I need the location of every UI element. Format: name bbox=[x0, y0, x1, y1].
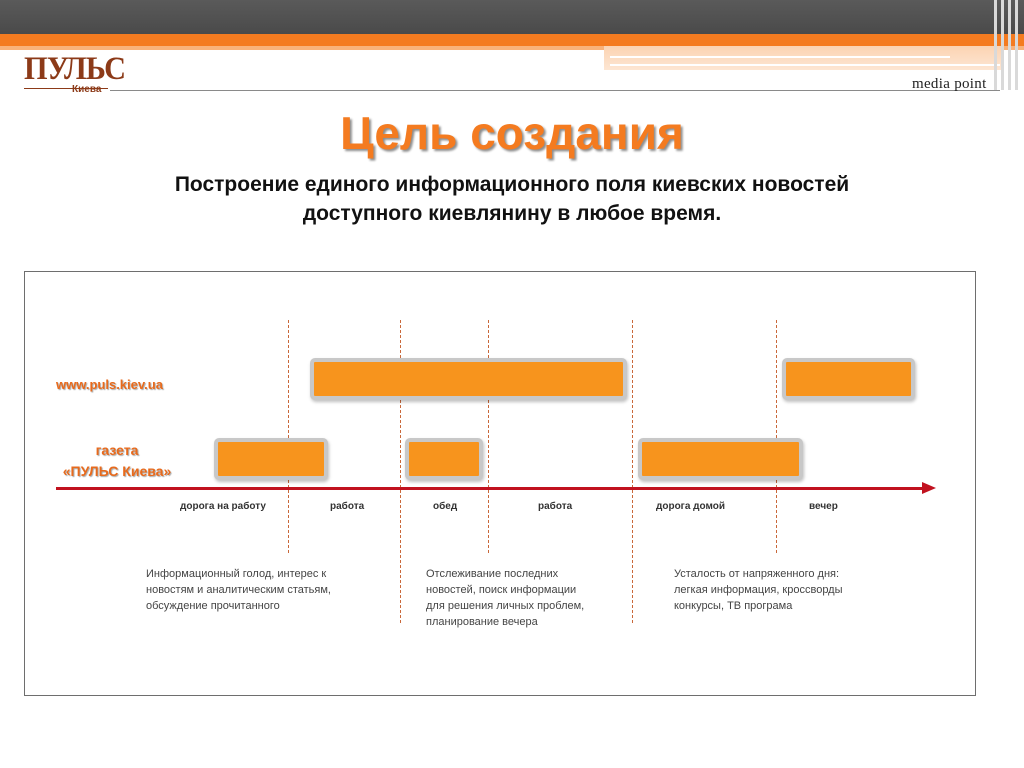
description-line: новостей, поиск информации bbox=[426, 584, 577, 596]
period-label: обед bbox=[433, 501, 458, 512]
description-morning bbox=[146, 566, 331, 614]
description-line: Отслеживание последних bbox=[426, 568, 559, 580]
period-label: работа bbox=[538, 501, 573, 512]
period-separator bbox=[776, 320, 777, 553]
description-line: новостям и аналитическим статьям, bbox=[146, 584, 331, 596]
description-line: планирование вечера bbox=[426, 616, 538, 628]
subtitle-line-2: доступного киевлянину в любое время. bbox=[302, 202, 722, 225]
description-line: Информационный голод, интерес к bbox=[146, 568, 327, 580]
paper-bar-lunch bbox=[405, 438, 483, 480]
timeline-arrowhead bbox=[922, 482, 936, 494]
description-line: Усталость от напряженного дня: bbox=[674, 568, 840, 580]
paper-bar-way-home bbox=[638, 438, 803, 480]
period-label: вечер bbox=[809, 501, 838, 512]
slide-subtitle bbox=[60, 170, 964, 228]
slide-title: Цель создания bbox=[340, 107, 684, 159]
paper-bar-commute bbox=[214, 438, 328, 480]
period-separator bbox=[288, 320, 289, 553]
timeline-diagram-frame bbox=[24, 271, 976, 696]
row-label-newspaper-line1: газета bbox=[95, 442, 139, 458]
description-line: для решения личных проблем, bbox=[426, 600, 585, 612]
timeline-axis bbox=[56, 487, 926, 490]
period-label: дорога домой bbox=[656, 501, 726, 512]
description-workday bbox=[426, 566, 584, 630]
header-divider bbox=[110, 90, 1000, 91]
puls-logo bbox=[24, 51, 134, 95]
web-bar-evening bbox=[782, 358, 915, 400]
period-separator bbox=[488, 320, 489, 553]
subtitle-line-1: Построение единого информационного поля киевских новостей bbox=[174, 173, 850, 196]
description-line: легкая информация, кроссворды bbox=[674, 584, 843, 596]
description-evening bbox=[674, 566, 843, 614]
logo-text: ПУЛЬС bbox=[24, 51, 126, 87]
period-label: работа bbox=[330, 501, 365, 512]
header-orange-stripe bbox=[0, 34, 1024, 46]
description-line: конкурсы, ТВ програма bbox=[674, 600, 793, 612]
header-vertical-stripes bbox=[992, 0, 1024, 90]
row-label-newspaper bbox=[44, 440, 190, 482]
header-decorative-block bbox=[604, 46, 1004, 70]
description-line: обсуждение прочитанного bbox=[146, 600, 280, 612]
period-label: дорога на работу bbox=[180, 501, 266, 512]
logo-subtext: Киева bbox=[72, 84, 102, 95]
row-label-website: www.puls.kiev.ua bbox=[56, 377, 163, 392]
row-label-newspaper-line2: «ПУЛЬС Киева» bbox=[62, 463, 172, 479]
partner-logo-text: media point bbox=[912, 76, 987, 92]
period-separator bbox=[632, 320, 633, 623]
header-top-bar bbox=[0, 0, 1024, 34]
web-bar-workday bbox=[310, 358, 627, 400]
